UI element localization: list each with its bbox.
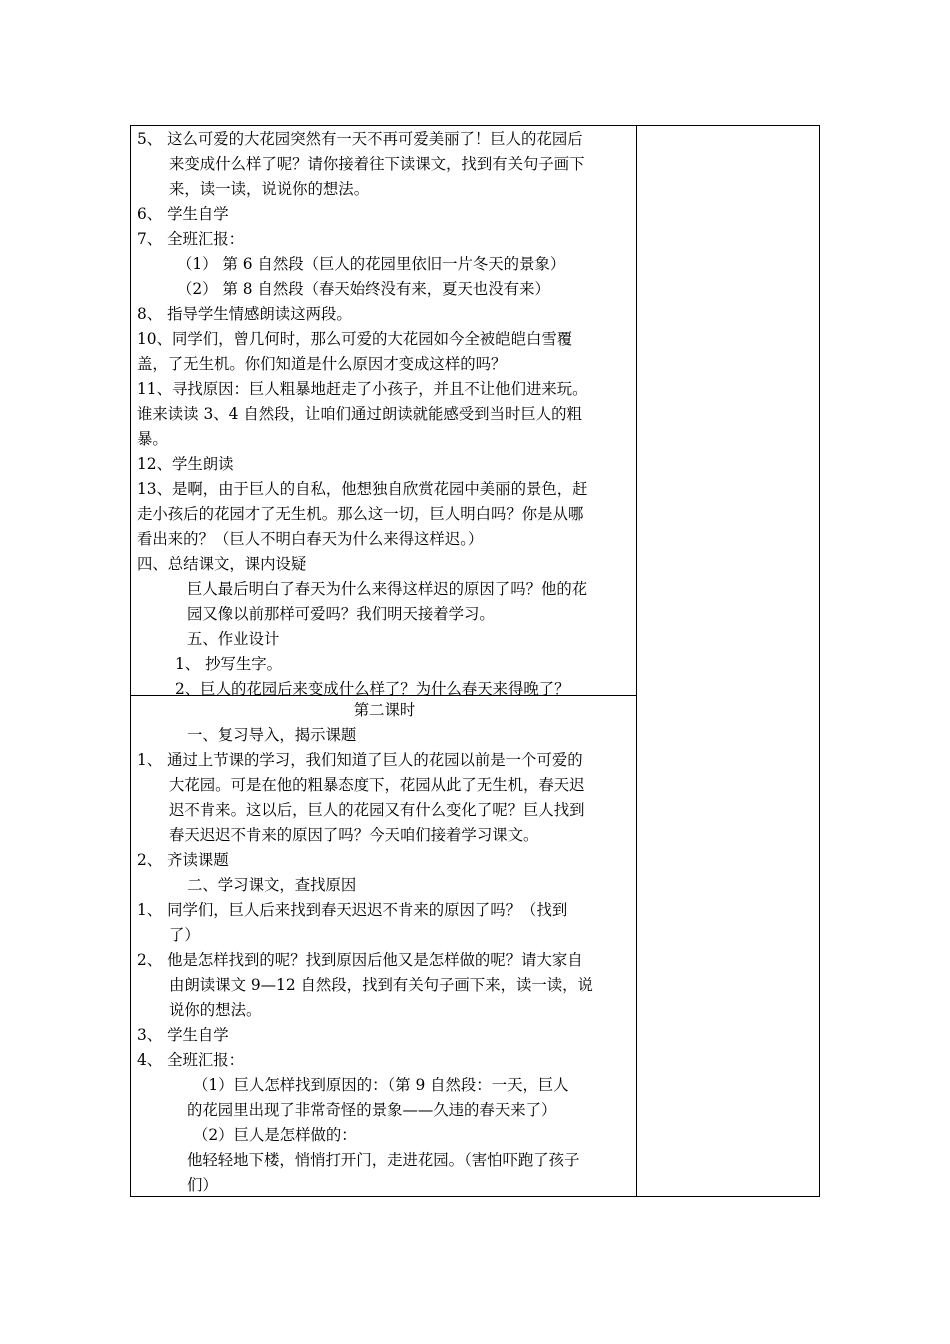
text-line: 走小孩后的花园才了无生机。那么这一切，巨人明白吗？你是从哪 bbox=[137, 505, 584, 523]
lesson2-content bbox=[137, 698, 632, 1198]
text-line: 大花园。可是在他的粗暴态度下，花园从此了无生机，春天迟 bbox=[169, 776, 585, 794]
text-line: 们） bbox=[187, 1176, 218, 1194]
text-line: 1、 抄写生字。 bbox=[175, 655, 283, 673]
text-line: 4、 全班汇报： bbox=[137, 1051, 245, 1069]
text-line: 2、 他是怎样找到的呢？找到原因后他又是怎样做的呢？请大家自 bbox=[137, 951, 583, 969]
text-line: 11、寻找原因：巨人粗暴地赶走了小孩子，并且不让他们进来玩。 bbox=[137, 380, 588, 398]
lesson1-content bbox=[137, 127, 632, 702]
text-line: 7、 全班汇报： bbox=[137, 230, 245, 248]
text-line: 13、是啊，由于巨人的自私，他想独自欣赏花园中美丽的景色，赶 bbox=[137, 480, 588, 498]
text-line: 巨人最后明白了春天为什么来得这样迟的原因了吗？他的花 bbox=[187, 580, 588, 598]
text-line: 由朗读课文 9—12 自然段，找到有关句子画下来，读一读，说 bbox=[169, 976, 593, 994]
text-line: 了） bbox=[169, 926, 200, 944]
text-line: 的花园里出现了非常奇怪的景象——久违的春天来了） bbox=[187, 1101, 557, 1119]
text-line: 园又像以前那样可爱吗？我们明天接着学习。 bbox=[187, 605, 495, 623]
text-line: 五、作业设计 bbox=[187, 630, 280, 648]
text-line: 春天迟迟不肯来的原因了吗？今天咱们接着学习课文。 bbox=[169, 826, 539, 844]
text-line: 1、 同学们，巨人后来找到春天迟迟不肯来的原因了吗？（找到 bbox=[137, 901, 568, 919]
text-line: 12、学生朗读 bbox=[137, 455, 234, 473]
text-line: 暴。 bbox=[137, 430, 168, 448]
text-line: 来变成什么样了呢？请你接着往下读课文，找到有关句子画下 bbox=[169, 155, 585, 173]
text-line: 谁来读读 3、4 自然段，让咱们通过朗读就能感受到当时巨人的粗 bbox=[137, 405, 582, 423]
text-line: 3、 学生自学 bbox=[137, 1026, 229, 1044]
column-divider bbox=[636, 125, 637, 1197]
text-line: 1、 通过上节课的学习，我们知道了巨人的花园以前是一个可爱的 bbox=[137, 751, 583, 769]
text-line: 他轻轻地下楼，悄悄打开门，走进花园。（害怕吓跑了孩子 bbox=[187, 1151, 580, 1169]
text-line: 二、学习课文，查找原因 bbox=[187, 876, 357, 894]
text-line: 一、复习导入，揭示课题 bbox=[187, 726, 357, 744]
text-line: 迟不肯来。这以后，巨人的花园又有什么变化了呢？巨人找到 bbox=[169, 801, 585, 819]
text-line: 2、巨人的花园后来变成什么样了？为什么春天来得晚了？ bbox=[175, 680, 570, 698]
text-line: 5、 这么可爱的大花园突然有一天不再可爱美丽了！巨人的花园后 bbox=[137, 130, 583, 148]
text-line: 看出来的？（巨人不明白春天为什么来得这样迟。） bbox=[137, 530, 484, 548]
text-line: 四、总结课文，课内设疑 bbox=[137, 555, 307, 573]
lesson2-title: 第二课时 bbox=[353, 701, 416, 719]
text-line: （2）巨人是怎样做的： bbox=[193, 1126, 357, 1144]
text-line: （2） 第 8 自然段（春天始终没有来，夏天也没有来） bbox=[177, 280, 550, 298]
text-line: （1） 第 6 自然段（巨人的花园里依旧一片冬天的景象） bbox=[177, 255, 566, 273]
text-line: 2、 齐读课题 bbox=[137, 851, 229, 869]
text-line: 10、同学们，曾几何时，那么可爱的大花园如今全被皑皑白雪覆 bbox=[137, 330, 573, 348]
text-line: 盖，了无生机。你们知道是什么原因才变成这样的吗？ bbox=[137, 355, 507, 373]
text-line: 8、 指导学生情感朗读这两段。 bbox=[137, 305, 352, 323]
text-line: 说你的想法。 bbox=[169, 1001, 262, 1019]
text-line: （1）巨人怎样找到原因的：（第 9 自然段：一天，巨人 bbox=[193, 1076, 569, 1094]
text-line: 6、 学生自学 bbox=[137, 205, 229, 223]
text-line: 来，读一读，说说你的想法。 bbox=[169, 180, 370, 198]
